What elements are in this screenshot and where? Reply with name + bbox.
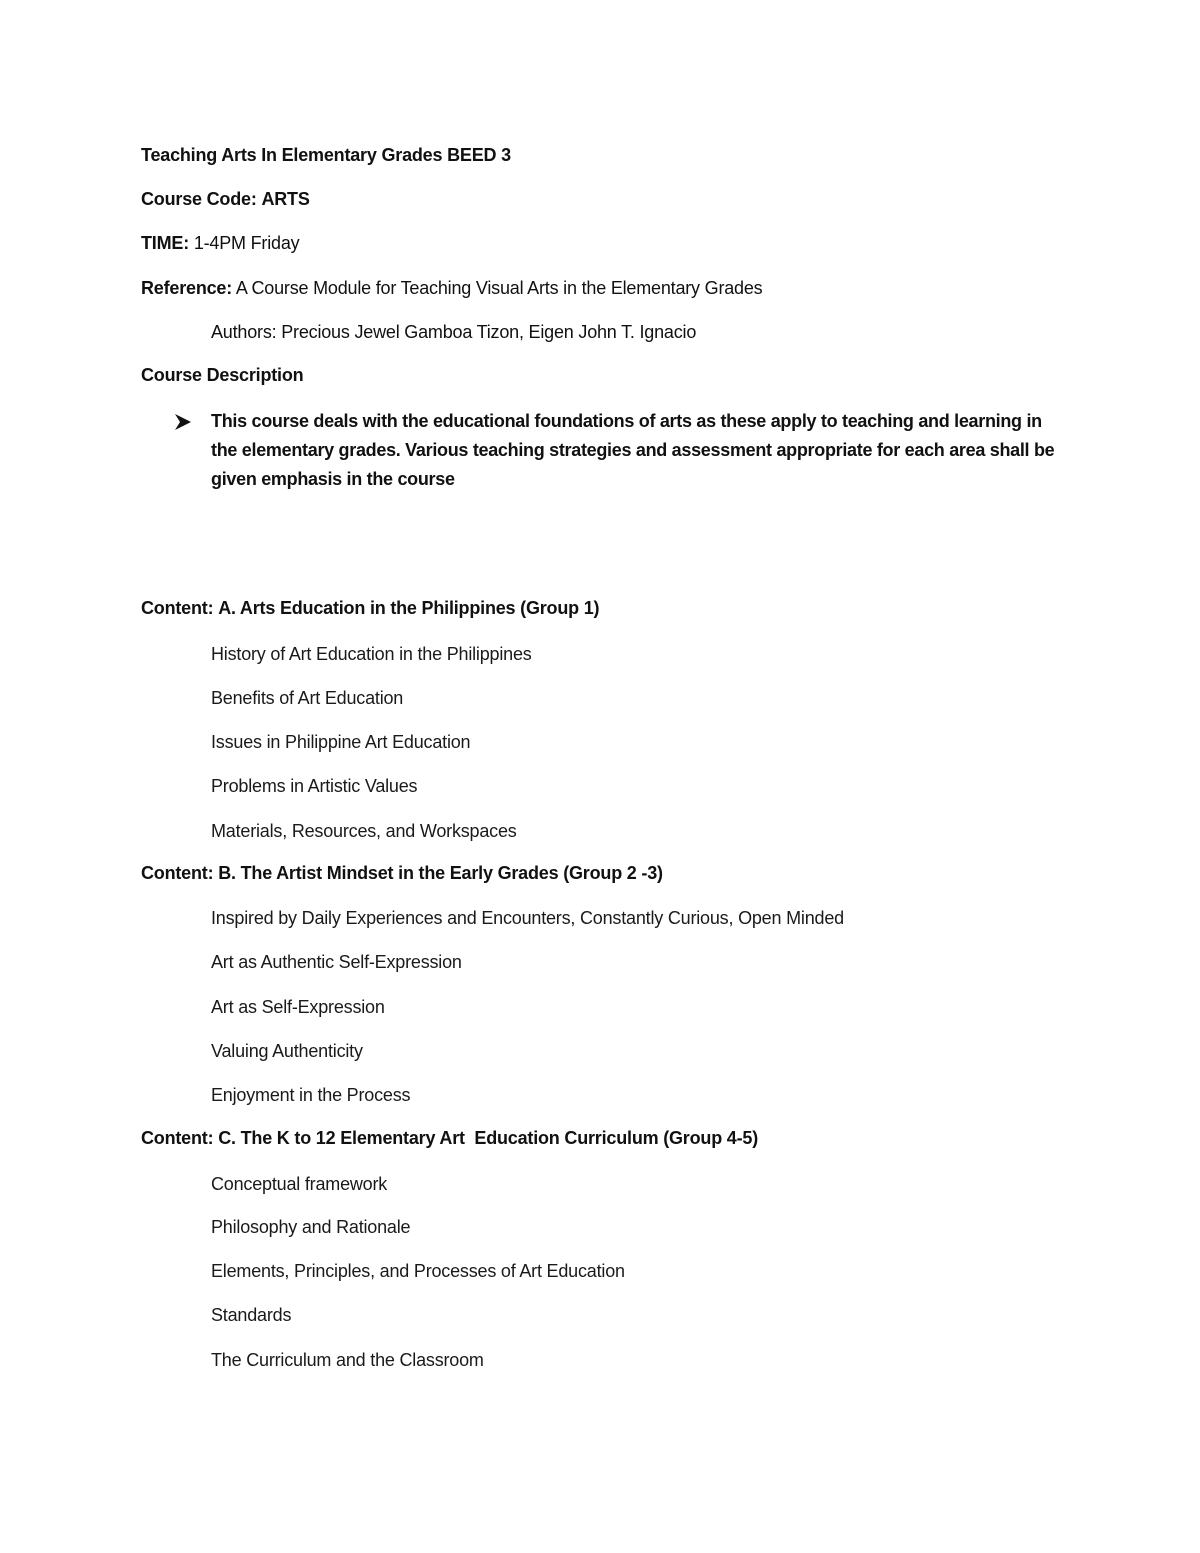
content-b-title: B. The Artist Mindset in the Early Grades (Group 2 -3) <box>218 863 663 883</box>
list-item: Standards <box>211 1305 292 1325</box>
list-item: Elements, Principles, and Processes of Art Education <box>211 1261 625 1281</box>
list-item: Conceptual framework <box>211 1174 388 1194</box>
course-description-text: This course deals with the educational foundations of arts as these apply to teaching and learning in the elementary grades. Various teaching strategies and assessment appropriate for each area shall be given emphasis in the course <box>211 411 1055 489</box>
list-item: History of Art Education in the Philippines <box>211 644 532 664</box>
list-item: Inspired by Daily Experiences and Encounters, Constantly Curious, Open Minded <box>211 908 844 928</box>
list-item: Issues in Philippine Art Education <box>211 732 471 752</box>
content-a-title: A. Arts Education in the Philippines (Group 1) <box>218 598 600 618</box>
content-c-title: C. The K to 12 Elementary Art Education Curriculum (Group 4-5) <box>218 1128 759 1148</box>
reference-label: Reference: <box>141 278 233 298</box>
list-item: Benefits of Art Education <box>211 688 404 708</box>
reference-value: A Course Module for Teaching Visual Arts in the Elementary Grades <box>235 278 763 298</box>
list-item: Philosophy and Rationale <box>211 1217 411 1237</box>
list-item: Art as Self-Expression <box>211 997 385 1017</box>
content-c-heading <box>141 1127 758 1149</box>
time-value: 1-4PM Friday <box>193 233 300 253</box>
list-item: Enjoyment in the Process <box>211 1085 411 1105</box>
content-c-label: Content: <box>141 1128 214 1148</box>
document-title: Teaching Arts In Elementary Grades BEED 3 <box>141 145 511 165</box>
time-line <box>141 232 299 254</box>
list-item: The Curriculum and the Classroom <box>211 1350 484 1370</box>
content-b-label: Content: <box>141 863 214 883</box>
authors-line: Authors: Precious Jewel Gamboa Tizon, Eigen John T. Ignacio <box>211 322 697 342</box>
list-item: Problems in Artistic Values <box>211 776 418 796</box>
list-item: Art as Authentic Self-Expression <box>211 952 462 972</box>
list-item: Materials, Resources, and Workspaces <box>211 821 517 841</box>
content-a-heading <box>141 597 599 619</box>
course-code-line <box>141 188 310 210</box>
list-item: Valuing Authenticity <box>211 1041 363 1061</box>
time-label: TIME: <box>141 233 189 253</box>
course-code-value: ARTS <box>261 189 310 209</box>
content-b-heading <box>141 862 663 884</box>
course-code-label: Course Code: <box>141 189 257 209</box>
content-a-label: Content: <box>141 598 214 618</box>
course-description-heading: Course Description <box>141 365 304 385</box>
reference-line <box>141 277 762 299</box>
